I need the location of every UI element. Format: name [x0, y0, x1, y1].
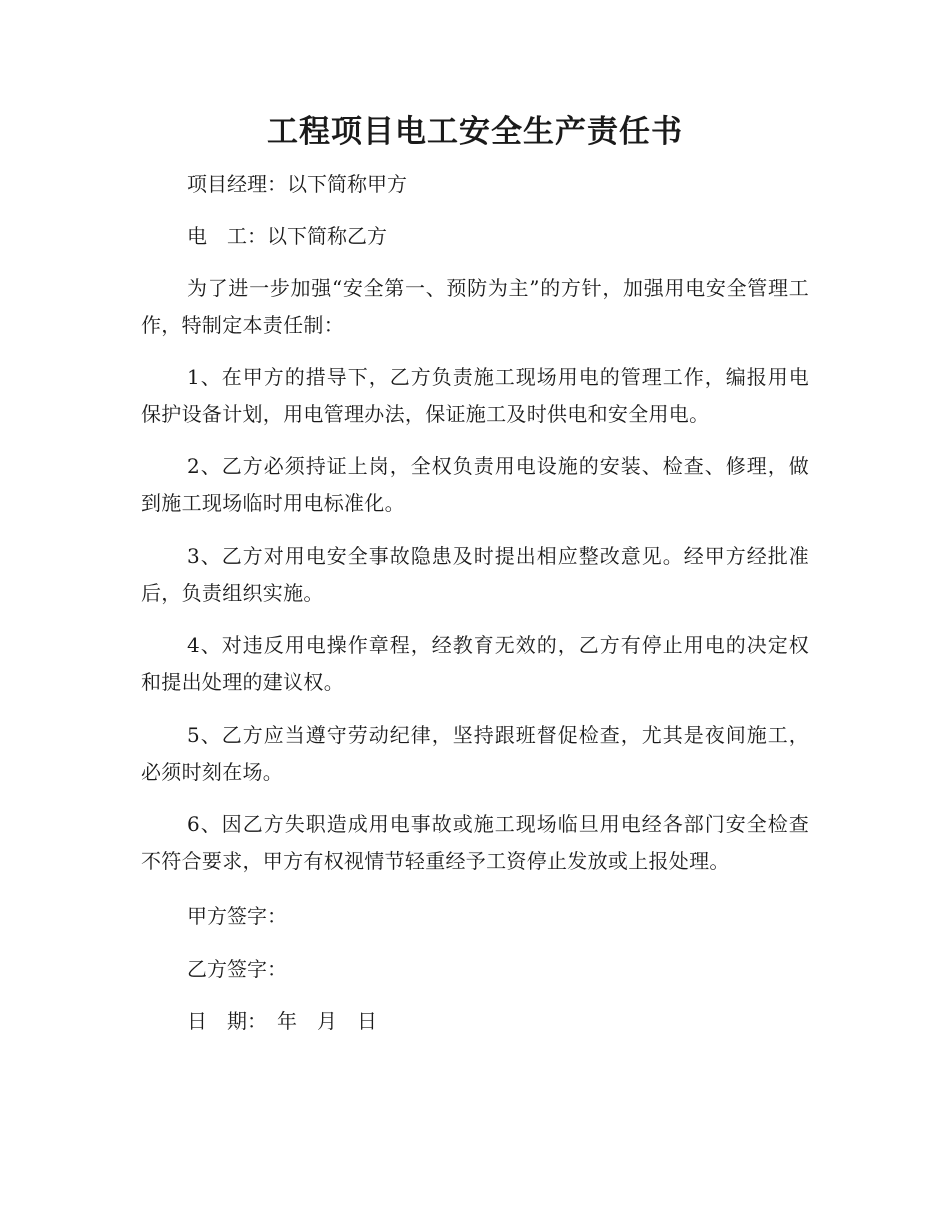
clause-3: 3、乙方对用电安全事故隐患及时提出相应整改意见。经甲方经批准后，负责组织实施。 [141, 544, 809, 605]
party-b-line: 电 工：以下简称乙方 [187, 224, 387, 248]
party-a-signature-line: 甲方签字： [187, 904, 287, 928]
clause-1: 1、在甲方的措导下，乙方负责施工现场用电的管理工作，编报用电保护设备计划，用电管理办法，保证施工及时供电和安全用电。 [141, 365, 809, 426]
intro-paragraph: 为了进一步加强“安全第一、预防为主”的方针，加强用电安全管理工作，特制定本责任制： [141, 276, 809, 337]
document-title: 工程项目电工安全生产责任书 [267, 114, 683, 150]
party-b-signature-line: 乙方签字： [187, 957, 287, 981]
clause-2: 2、乙方必须持证上岗，全权负责用电设施的安装、检查、修理，做到施工现场临时用电标准化。 [141, 454, 809, 515]
clause-4: 4、对违反用电操作章程，经教育无效的，乙方有停止用电的决定权和提出处理的建议权。 [141, 633, 809, 694]
date-line: 日 期： 年 月 日 [187, 1009, 377, 1033]
clause-6: 6、因乙方失职造成用电事故或施工现场临旦用电经各部门安全检查不符合要求，甲方有权视情节轻重经予工资停止发放或上报处理。 [141, 812, 809, 873]
clause-5: 5、乙方应当遵守劳动纪律，坚持跟班督促检查，尤其是夜间施工，必须时刻在场。 [141, 723, 809, 784]
party-a-line: 项目经理：以下简称甲方 [187, 172, 407, 196]
